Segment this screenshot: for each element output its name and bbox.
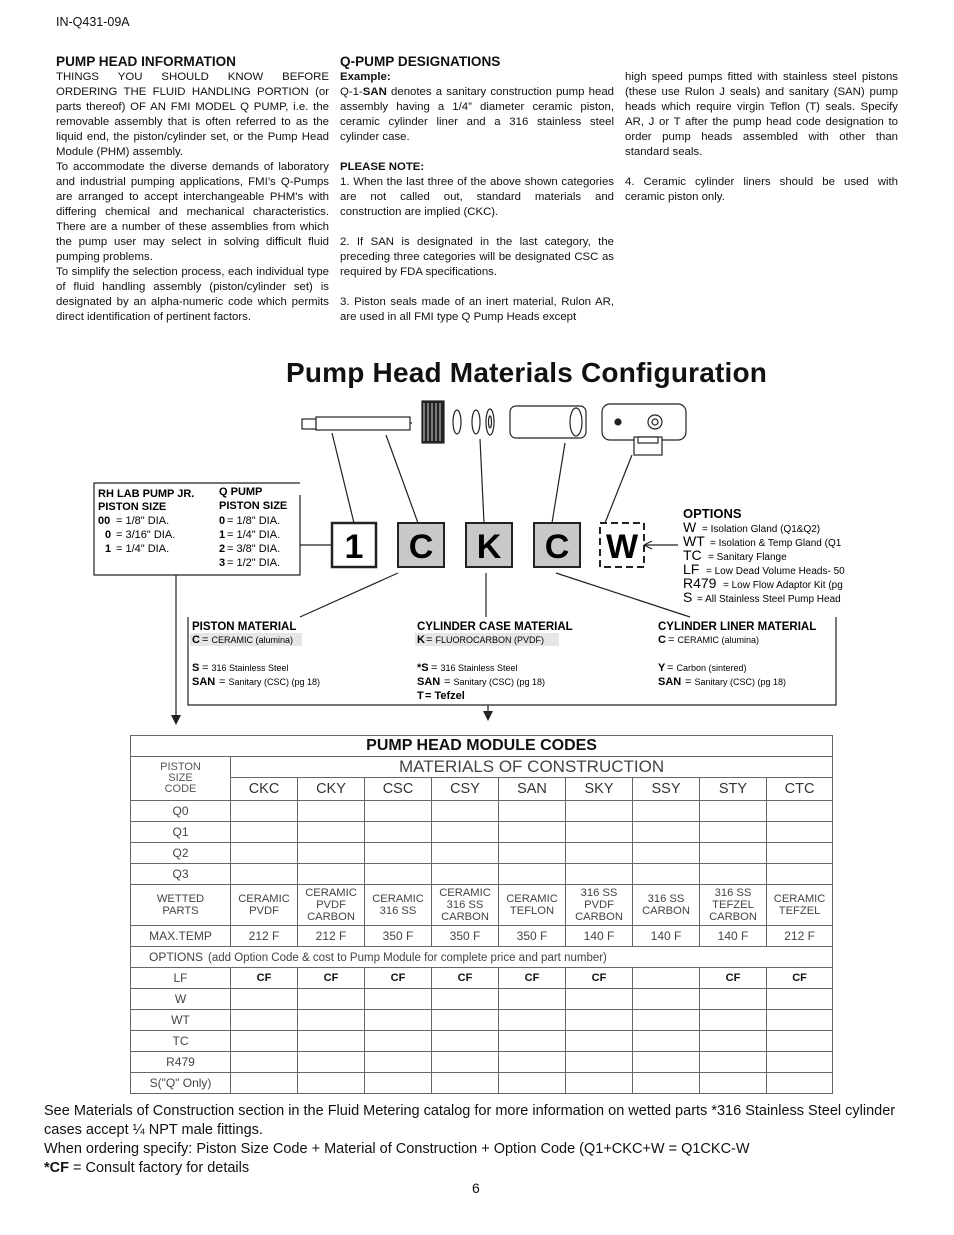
- example-prefix: Q-1-: [340, 86, 363, 98]
- cylinder-liner-panel: [658, 621, 816, 688]
- example-label: Example:: [340, 71, 391, 83]
- rh-pump-header: RH LAB PUMP JR.: [98, 488, 195, 500]
- empty-cell: [700, 864, 767, 885]
- material-code: SAN: [192, 676, 216, 688]
- empty-cell: [365, 801, 432, 822]
- option-code: R479: [683, 575, 717, 591]
- option-label: R479: [131, 1052, 231, 1073]
- code-header: SSY: [633, 778, 700, 801]
- wetted-material: 316 SS: [714, 887, 752, 899]
- piston-label-line: SIZE: [168, 772, 193, 784]
- box-letter: C: [408, 528, 434, 566]
- note-item: 2. If SAN is designated in the last category, the preceding three categories will be designated CSC as required by FDA specifications.: [340, 236, 614, 278]
- empty-cell: [566, 801, 633, 822]
- empty-cell: [499, 843, 566, 864]
- max-temp-cell: 140 F: [566, 926, 633, 947]
- paragraph: high speed pumps fitted with stainless steel pistons (these use Rulon J seals) and sanitary (SAN) pump heads which require virgin Teflon (T) seals. Specify AR, J or T after the pump head code designation to order pump heads assembled with other than standard seals.: [625, 71, 898, 158]
- footnote-line: See Materials of Construction section in the Fluid Metering catalog for more information on wetted parts *316 Stainless Steel cylinder cases accept ¼ NPT male fittings.: [44, 1103, 896, 1138]
- material-code: *S: [417, 662, 429, 674]
- example-text: denotes a sanitary construction pump head assembly having a 1/4” diameter ceramic piston, ceramic cylinder liner and a 316 stainless steel cylinder case.: [340, 86, 614, 143]
- material-code: K: [417, 634, 425, 646]
- size-label: Q1: [131, 822, 231, 843]
- wetted-material: CERAMIC: [305, 887, 357, 899]
- note-item: 1. When the last three of the above shown categories are not called out, standard materials and construction are implied (CKC).: [340, 176, 614, 218]
- empty-cell: [633, 1031, 700, 1052]
- box-digit: 1: [344, 528, 364, 566]
- diagram-title: Pump Head Materials Configuration: [286, 357, 768, 388]
- cylinder-case-panel: [415, 621, 573, 702]
- rh-size-value: = 3/16" DIA.: [116, 529, 176, 541]
- wetted-material: CARBON: [642, 905, 690, 917]
- empty-cell: [499, 1052, 566, 1073]
- empty-cell: [633, 1010, 700, 1031]
- footnote-line: [44, 1159, 914, 1178]
- q-size-code: 3: [219, 557, 226, 569]
- wetted-material: TEFZEL: [778, 905, 821, 917]
- material-desc: = Sanitary (CSC) (pg 18): [444, 676, 546, 688]
- material-title: CYLINDER LINER MATERIAL: [658, 621, 817, 633]
- cf-cell: CF: [767, 968, 833, 989]
- empty-cell: [231, 801, 298, 822]
- q-piston-size-label: PISTON SIZE: [219, 500, 288, 512]
- empty-cell: [231, 1031, 298, 1052]
- empty-cell: [767, 843, 833, 864]
- material-desc: = Carbon (sintered): [667, 662, 747, 674]
- paragraph: To simplify the selection process, each individual type of fluid handling assembly (piston/cylinder set) is designated by an alpha-numeric code which permits direct identification of pertinent factors.: [56, 266, 329, 323]
- empty-cell: [298, 801, 365, 822]
- option-label: LF: [131, 968, 231, 989]
- code-header: SAN: [499, 778, 566, 801]
- size-label: Q0: [131, 801, 231, 822]
- empty-cell: [633, 801, 700, 822]
- box-letter: W: [605, 528, 639, 566]
- seal-rings-icon: [453, 409, 494, 435]
- q-size-value: = 1/8" DIA.: [227, 515, 281, 527]
- empty-cell: [767, 1052, 833, 1073]
- empty-cell: [365, 864, 432, 885]
- empty-cell: [365, 989, 432, 1010]
- empty-cell: [566, 843, 633, 864]
- empty-cell: [767, 1073, 833, 1094]
- cf-cell: CF: [365, 968, 432, 989]
- material-code: C: [192, 634, 200, 646]
- q-size-code: 2: [219, 543, 226, 555]
- piston-label-line: PISTON: [160, 761, 201, 773]
- empty-cell: [432, 1031, 499, 1052]
- option-desc: = Sanitary Flange: [708, 552, 787, 563]
- empty-cell: [432, 1052, 499, 1073]
- empty-cell: [231, 843, 298, 864]
- code-header-row: [131, 778, 833, 801]
- option-row: [131, 1073, 833, 1094]
- empty-cell: [231, 1073, 298, 1094]
- wetted-material: CERAMIC: [773, 893, 826, 905]
- wetted-material: CERAMIC: [372, 893, 424, 905]
- empty-cell: [566, 1010, 633, 1031]
- note-item: 3. Piston seals made of an inert material, Rulon AR, are used in all FMI type Q Pump Heads except: [340, 296, 614, 323]
- material-code: Y: [658, 662, 666, 674]
- option-label: S("Q" Only): [131, 1073, 231, 1094]
- empty-cell: [298, 1052, 365, 1073]
- wetted-material: CARBON: [441, 911, 489, 923]
- q-size-value: = 1/4" DIA.: [227, 529, 281, 541]
- empty-cell: [365, 1031, 432, 1052]
- rh-piston-size-label: PISTON SIZE: [98, 501, 167, 513]
- wetted-material: PVDF: [584, 899, 614, 911]
- option-desc: = Isolation Gland (Q1&Q2): [702, 524, 821, 535]
- size-label: Q2: [131, 843, 231, 864]
- option-desc: = Low Dead Volume Heads- 50: [706, 566, 845, 577]
- wetted-material: 316 SS: [647, 893, 685, 905]
- empty-cell: [365, 843, 432, 864]
- empty-cell: [633, 968, 700, 989]
- option-code: LF: [683, 561, 700, 577]
- max-temp-cell: 212 F: [767, 926, 833, 947]
- empty-cell: [700, 1010, 767, 1031]
- options-header: OPTIONS: [683, 506, 742, 521]
- wetted-material: CARBON: [307, 911, 355, 923]
- paragraph: To accommodate the diverse demands of laboratory and industrial pumping applications, FMI’s Q-Pumps are arranged to accept interchangeable PHM’s with differing chemical and mechanical characteristics. There are a number of these assemblies from which the pump user may select in solving difficult fluid pumping problems.: [56, 161, 329, 263]
- empty-cell: [767, 1031, 833, 1052]
- material-desc: = CERAMIC (alumina): [668, 634, 759, 646]
- wetted-parts-cell: [298, 885, 365, 926]
- empty-cell: [432, 1010, 499, 1031]
- wetted-material: PVDF: [316, 899, 346, 911]
- wetted-material: PVDF: [249, 905, 279, 917]
- rh-size-code: 1: [105, 543, 112, 555]
- wetted-material: CERAMIC: [506, 893, 558, 905]
- empty-cell: [767, 1010, 833, 1031]
- option-code: S: [683, 589, 693, 605]
- seal-notes-column: [625, 70, 898, 205]
- wetted-material: 316 SS: [446, 899, 484, 911]
- code-header: CKY: [298, 778, 365, 801]
- code-header: CSC: [365, 778, 432, 801]
- cylinder-liner-icon: [510, 406, 586, 438]
- material-title: PISTON MATERIAL: [192, 621, 297, 633]
- empty-cell: [700, 1031, 767, 1052]
- footnote-line: When ordering specify: Piston Size Code + Material of Construction + Option Code (Q1+CKC+W = Q1CKC-W: [44, 1141, 750, 1157]
- empty-cell: [499, 1010, 566, 1031]
- cylinder-case-icon: [602, 404, 686, 455]
- code-header: SKY: [566, 778, 633, 801]
- empty-cell: [365, 822, 432, 843]
- code-header: CKC: [231, 778, 298, 801]
- option-row: [131, 1010, 833, 1031]
- option-code: WT: [683, 533, 705, 549]
- wetted-parts-cell: [767, 885, 833, 926]
- empty-cell: [298, 822, 365, 843]
- empty-cell: [499, 801, 566, 822]
- size-row: [131, 843, 833, 864]
- empty-cell: [566, 822, 633, 843]
- q-pump-designations-column: [340, 54, 614, 325]
- arrow-heads: [171, 711, 493, 725]
- q-size-value: = 1/2" DIA.: [227, 557, 281, 569]
- empty-cell: [700, 843, 767, 864]
- wetted-material: 316 SS: [580, 887, 618, 899]
- size-row: [131, 864, 833, 885]
- max-temp-cell: 350 F: [432, 926, 499, 947]
- empty-cell: [700, 1052, 767, 1073]
- material-code: C: [658, 634, 666, 646]
- options-panel: [683, 506, 845, 605]
- option-row: [131, 1031, 833, 1052]
- empty-cell: [633, 1073, 700, 1094]
- options-header-row: [131, 947, 833, 968]
- cf-cell: CF: [231, 968, 298, 989]
- example-paragraph: [340, 85, 614, 145]
- table-title-row: [131, 736, 833, 757]
- material-desc: = Tefzel: [425, 690, 465, 702]
- empty-cell: [700, 989, 767, 1010]
- max-temp-label: MAX.TEMP: [131, 926, 231, 947]
- options-header-cell: [131, 947, 833, 968]
- option-label: TC: [131, 1031, 231, 1052]
- moc-row: [131, 757, 833, 778]
- cf-cell: CF: [432, 968, 499, 989]
- empty-cell: [499, 822, 566, 843]
- max-temp-row: [131, 926, 833, 947]
- wetted-material: CARBON: [575, 911, 623, 923]
- option-desc: = All Stainless Steel Pump Head: [697, 594, 841, 605]
- note-item: 4. Ceramic cylinder liners should be used with ceramic piston only.: [625, 176, 898, 203]
- option-row: [131, 968, 833, 989]
- cf-cell: CF: [499, 968, 566, 989]
- section-heading: Q-PUMP DESIGNATIONS: [340, 54, 501, 69]
- page-number: 6: [472, 1180, 480, 1196]
- note-label: PLEASE NOTE:: [340, 161, 425, 173]
- material-code: SAN: [658, 676, 682, 688]
- wetted-parts-cell: [499, 885, 566, 926]
- option-label: WT: [131, 1010, 231, 1031]
- material-code: S: [192, 662, 200, 674]
- empty-cell: [566, 1031, 633, 1052]
- empty-cell: [767, 822, 833, 843]
- empty-cell: [432, 864, 499, 885]
- materials-of-construction-label: MATERIALS OF CONSTRUCTION: [231, 757, 833, 778]
- piston-size-code-label: [131, 757, 231, 801]
- pump-parts-illustration: [302, 401, 686, 455]
- empty-cell: [231, 1052, 298, 1073]
- empty-cell: [298, 864, 365, 885]
- empty-cell: [700, 1073, 767, 1094]
- options-label: OPTIONS: [149, 950, 204, 964]
- gland-nut-icon: [422, 401, 444, 443]
- rh-size-code: 00: [98, 515, 111, 527]
- empty-cell: [432, 801, 499, 822]
- empty-cell: [633, 989, 700, 1010]
- empty-cell: [231, 989, 298, 1010]
- piston-size-panel: [94, 483, 300, 575]
- code-header: CSY: [432, 778, 499, 801]
- empty-cell: [499, 1031, 566, 1052]
- section-heading: PUMP HEAD INFORMATION: [56, 54, 236, 69]
- empty-cell: [365, 1052, 432, 1073]
- empty-cell: [566, 1052, 633, 1073]
- empty-cell: [767, 989, 833, 1010]
- q-pump-header: Q PUMP: [219, 486, 263, 498]
- empty-cell: [298, 1073, 365, 1094]
- option-desc: = Isolation & Temp Gland (Q1: [710, 538, 842, 549]
- wetted-parts-cell: [633, 885, 700, 926]
- empty-cell: [231, 1010, 298, 1031]
- piston-label-line: CODE: [164, 783, 197, 795]
- wetted-parts-row: [131, 885, 833, 926]
- document-id: IN-Q431-09A: [56, 15, 130, 29]
- max-temp-cell: 350 F: [499, 926, 566, 947]
- pump-head-information-column: [56, 54, 329, 325]
- wetted-material: CERAMIC: [238, 893, 290, 905]
- empty-cell: [432, 822, 499, 843]
- empty-cell: [298, 843, 365, 864]
- q-size-code: 1: [219, 529, 226, 541]
- cf-cell: CF: [566, 968, 633, 989]
- option-row: [131, 1052, 833, 1073]
- size-row: [131, 801, 833, 822]
- empty-cell: [499, 864, 566, 885]
- paragraph: THINGS YOU SHOULD KNOW BEFORE ORDERING THE FLUID HANDLING PORTION (or parts thereof) OF AN FMI MODEL Q PUMP, i.e. the removable assembly that is often referred to as the liquid end, the piston/cylinder set, or the Pump Head Module (PHM) assembly.: [56, 71, 329, 158]
- cf-text: = Consult factory for details: [68, 1160, 250, 1176]
- empty-cell: [633, 843, 700, 864]
- code-header: CTC: [767, 778, 833, 801]
- empty-cell: [566, 1073, 633, 1094]
- option-code: W: [683, 519, 697, 535]
- empty-cell: [767, 864, 833, 885]
- code-header: STY: [700, 778, 767, 801]
- empty-cell: [432, 1073, 499, 1094]
- wetted-label-line: PARTS: [162, 905, 199, 917]
- options-note: (add Option Code & cost to Pump Module for complete price and part number): [208, 952, 607, 964]
- rh-size-value: = 1/4" DIA.: [116, 543, 170, 555]
- wetted-parts-cell: [365, 885, 432, 926]
- material-code: SAN: [417, 676, 441, 688]
- piston-material-panel: [190, 621, 320, 688]
- wetted-parts-label: [131, 885, 231, 926]
- cf-cell: CF: [298, 968, 365, 989]
- option-label: W: [131, 989, 231, 1010]
- piston-icon: [302, 417, 412, 430]
- empty-cell: [298, 1031, 365, 1052]
- q-size-value: = 3/8" DIA.: [227, 543, 281, 555]
- empty-cell: [633, 864, 700, 885]
- wetted-parts-cell: [566, 885, 633, 926]
- wetted-material: CARBON: [709, 911, 757, 923]
- option-code: TC: [683, 547, 702, 563]
- empty-cell: [566, 864, 633, 885]
- configuration-diagram: [0, 395, 954, 725]
- empty-cell: [365, 1073, 432, 1094]
- table-title: PUMP HEAD MODULE CODES: [131, 736, 833, 757]
- empty-cell: [499, 989, 566, 1010]
- code-boxes: [332, 523, 644, 567]
- cf-cell: CF: [700, 968, 767, 989]
- wetted-parts-cell: [231, 885, 298, 926]
- empty-cell: [700, 822, 767, 843]
- empty-cell: [700, 801, 767, 822]
- empty-cell: [633, 822, 700, 843]
- material-desc: = 316 Stainless Steel: [431, 662, 518, 674]
- wetted-material: TEFZEL: [712, 899, 754, 911]
- rh-size-code: 0: [105, 529, 112, 541]
- option-row: [131, 989, 833, 1010]
- max-temp-cell: 140 F: [700, 926, 767, 947]
- empty-cell: [298, 1010, 365, 1031]
- wetted-parts-cell: [700, 885, 767, 926]
- box-letter: C: [544, 528, 570, 566]
- footnotes: [44, 1102, 914, 1178]
- material-desc: = Sanitary (CSC) (pg 18): [685, 676, 787, 688]
- empty-cell: [566, 989, 633, 1010]
- empty-cell: [499, 1073, 566, 1094]
- empty-cell: [432, 843, 499, 864]
- size-label: Q3: [131, 864, 231, 885]
- empty-cell: [231, 822, 298, 843]
- wetted-material: CERAMIC: [439, 887, 491, 899]
- example-code: SAN: [362, 86, 387, 98]
- empty-cell: [767, 801, 833, 822]
- material-code: T: [417, 690, 424, 702]
- wetted-material: 316 SS: [379, 905, 417, 917]
- empty-cell: [298, 989, 365, 1010]
- empty-cell: [365, 1010, 432, 1031]
- q-size-code: 0: [219, 515, 226, 527]
- material-desc: = FLUOROCARBON (PVDF): [426, 634, 544, 646]
- rh-size-value: = 1/8" DIA.: [116, 515, 170, 527]
- max-temp-cell: 350 F: [365, 926, 432, 947]
- size-row: [131, 822, 833, 843]
- wetted-parts-cell: [432, 885, 499, 926]
- box-letter: K: [476, 528, 502, 566]
- material-desc: = 316 Stainless Steel: [202, 662, 289, 674]
- max-temp-cell: 212 F: [298, 926, 365, 947]
- material-title: CYLINDER CASE MATERIAL: [417, 621, 573, 633]
- material-desc: = Sanitary (CSC) (pg 18): [219, 676, 321, 688]
- empty-cell: [432, 989, 499, 1010]
- empty-cell: [231, 864, 298, 885]
- empty-cell: [633, 1052, 700, 1073]
- max-temp-cell: 212 F: [231, 926, 298, 947]
- cf-code: *CF: [44, 1160, 69, 1176]
- material-desc: = CERAMIC (alumina): [202, 634, 293, 646]
- pump-head-module-codes-table: [130, 735, 833, 1094]
- wetted-material: TEFLON: [509, 905, 555, 917]
- max-temp-cell: 140 F: [633, 926, 700, 947]
- wetted-label-line: WETTED: [156, 893, 205, 905]
- option-desc: = Low Flow Adaptor Kit (pg: [723, 580, 843, 591]
